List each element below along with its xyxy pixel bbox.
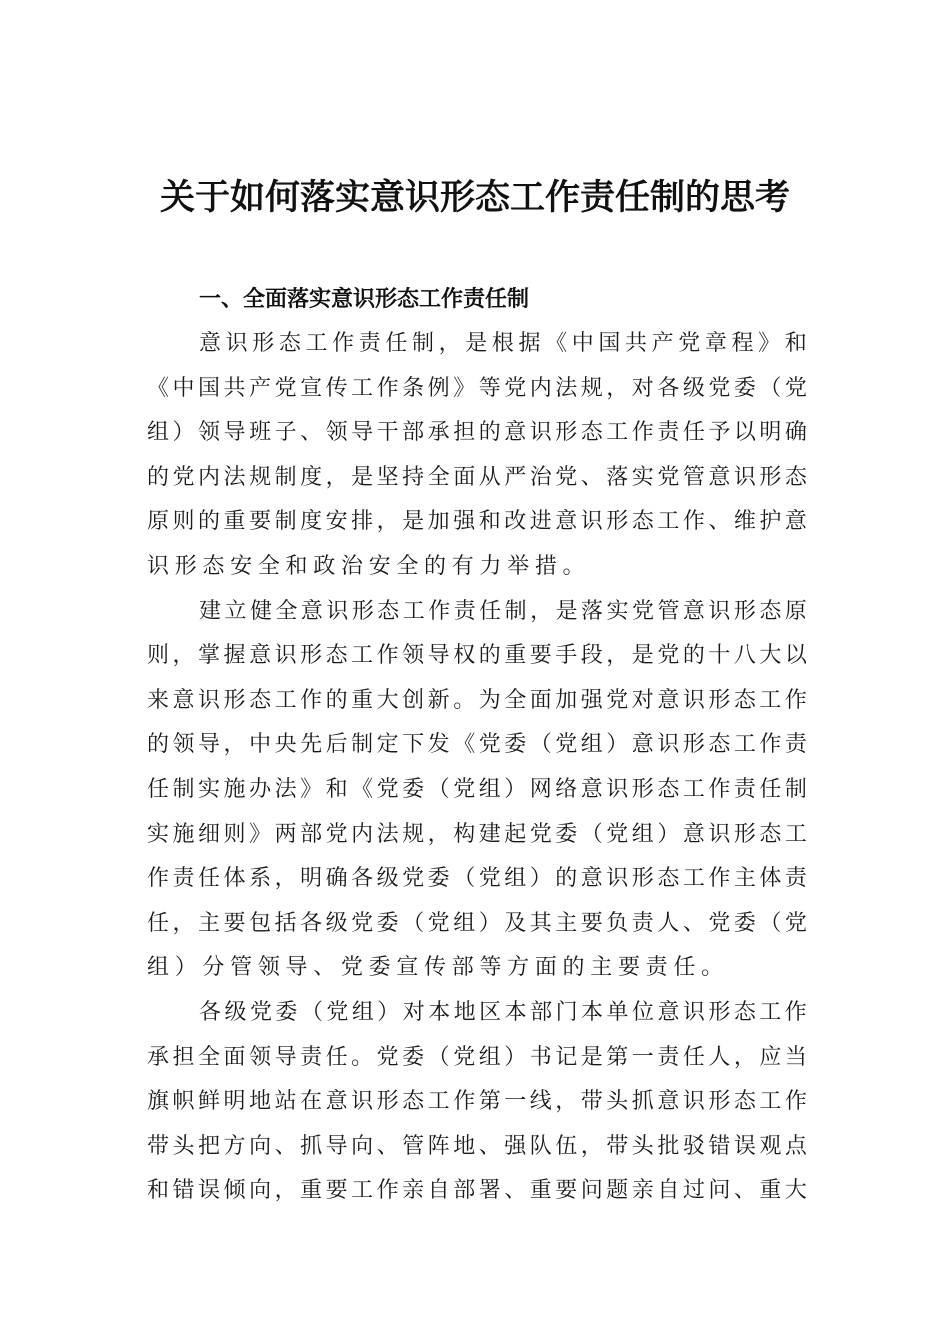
- body-line: 作 责 任 体 系 ， 明 确 各 级 党 委 （ 党 组 ） 的 意 识 形 态 工 作 主 体 责: [147, 866, 807, 892]
- body-line: 带 头 把 方 向 、 抓 导 向 、 管 阵 地 、 强 队 伍 ， 带 头 批 驳 错 误 观 点: [147, 1133, 807, 1159]
- body-line: 旗 帜 鲜 明 地 站 在 意 识 形 态 工 作 第 一 线 ， 带 头 抓 意 识 形 态 工 作: [147, 1089, 807, 1115]
- body-line: 组 ） 分 管 领 导 、 党 委 宣 传 部 等 方 面 的 主 要 责 任 。: [147, 955, 724, 981]
- body-line: 意 识 形 态 工 作 责 任 制 ， 是 根 据 《 中 国 共 产 党 章 程 》 和: [199, 331, 807, 356]
- body-line: 的 党 内 法 规 制 度 ， 是 坚 持 全 面 从 严 治 党 、 落 实 党 管 意 识 形 态: [147, 464, 807, 490]
- body-line: 承 担 全 面 领 导 责 任 。 党 委 （ 党 组 ） 书 记 是 第 一 责 任 人 ， 应 当: [147, 1044, 807, 1070]
- body-line: 建 立 健 全 意 识 形 态 工 作 责 任 制 ， 是 落 实 党 管 意 识 形 态 原: [199, 598, 807, 624]
- body-line: 任 制 实 施 办 法 》 和 《 党 委 （ 党 组 ） 网 络 意 识 形 态 工 作 责 任 制: [147, 776, 807, 802]
- body-line: 实 施 细 则 》 两 部 党 内 法 规 ， 构 建 起 党 委 （ 党 组 ） 意 识 形 态 工: [147, 821, 807, 847]
- body-line: 任 ， 主 要 包 括 各 级 党 委 （ 党 组 ） 及 其 主 要 负 责 人 、 党 委 （ 党: [147, 910, 807, 936]
- body-line: 《 中 国 共 产 党 宣 传 工 作 条 例 》 等 党 内 法 规 ， 对 各 级 党 委 （ 党: [147, 375, 807, 401]
- body-text: [147, 322, 807, 1214]
- body-line: 的 领 导 ， 中 央 先 后 制 定 下 发 《 党 委 （ 党 组 ） 意 识 形 态 工 作 责: [147, 732, 807, 758]
- body-line: 则 ， 掌 握 意 识 形 态 工 作 领 导 权 的 重 要 手 段 ， 是 党 的 十 八 大 以: [147, 643, 807, 669]
- body-line: 和 错 误 倾 向 ， 重 要 工 作 亲 自 部 署 、 重 要 问 题 亲 自 过 问 、 重 大: [147, 1178, 807, 1204]
- body-line: 各 级 党 委 （ 党 组 ） 对 本 地 区 本 部 门 本 单 位 意 识 形 态 工 作: [199, 999, 807, 1025]
- body-line: 原 则 的 重 要 制 度 安 排 ， 是 加 强 和 改 进 意 识 形 态 工 作 、 维 护 意: [147, 509, 807, 535]
- section-heading: 一、全面落实意识形态工作责任制: [199, 287, 530, 312]
- body-line: 组 ） 领 导 班 子 、 领 导 干 部 承 担 的 意 识 形 态 工 作 责 任 予 以 明 确: [147, 420, 807, 446]
- document-title: 关于如何落实意识形态工作责任制的思考: [159, 177, 790, 218]
- body-line: 来 意 识 形 态 工 作 的 重 大 创 新 。 为 全 面 加 强 党 对 意 识 形 态 工 作: [147, 687, 807, 713]
- body-line: 识 形 态 安 全 和 政 治 安 全 的 有 力 举 措 。: [147, 553, 585, 579]
